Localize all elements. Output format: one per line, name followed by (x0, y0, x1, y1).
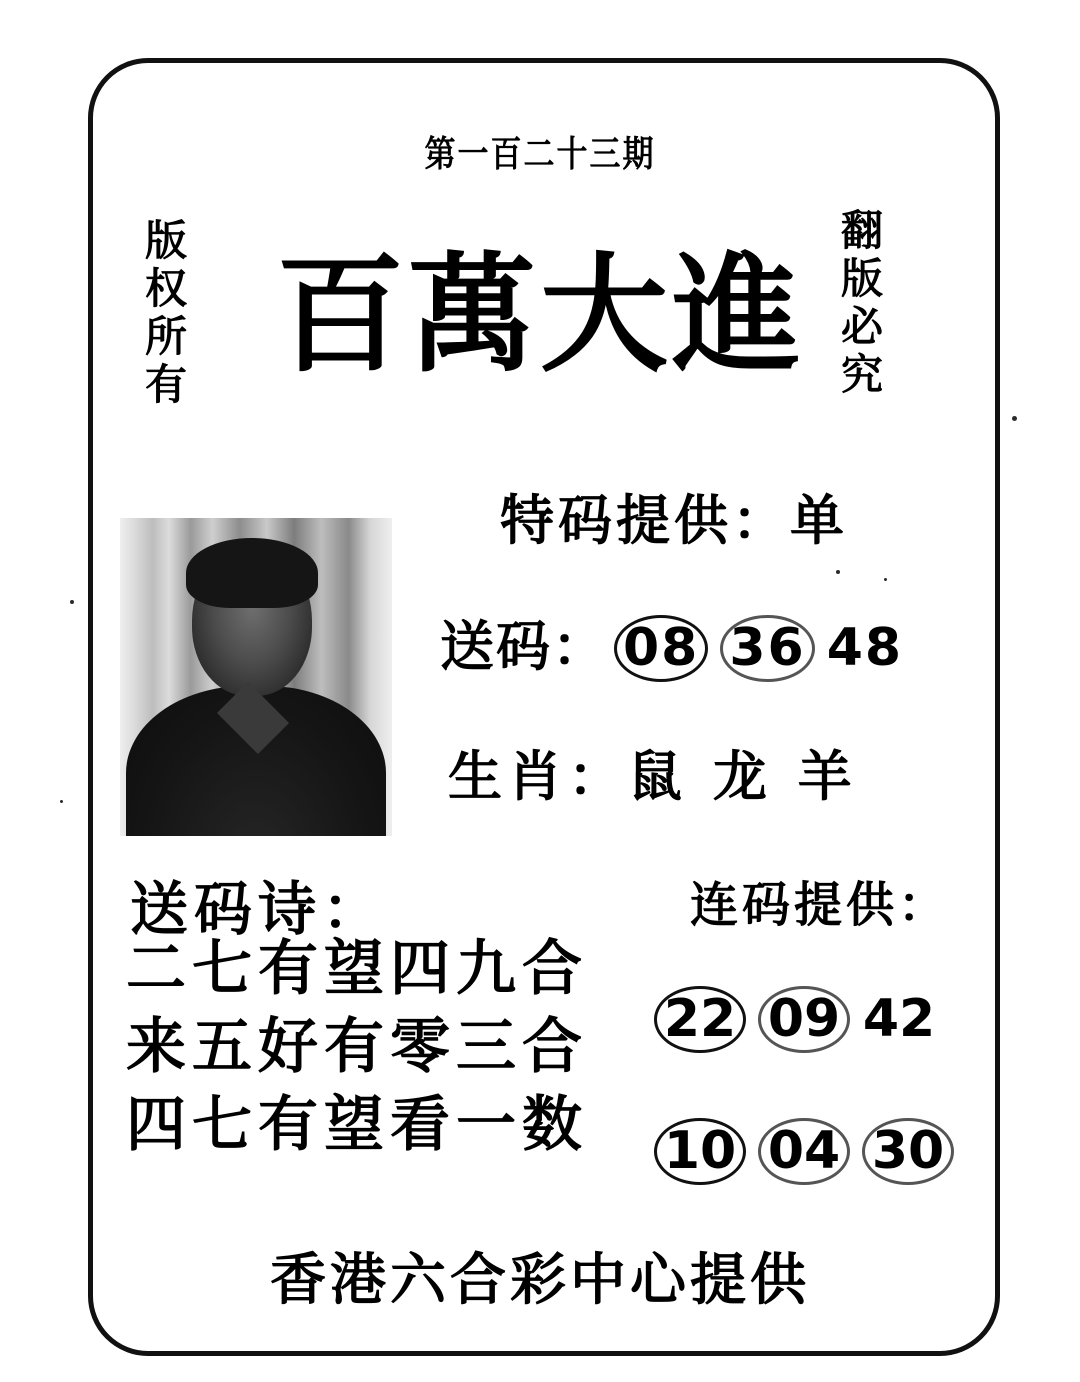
lianma-title: 连码提供： (690, 877, 951, 933)
page-title: 百萬大進 (275, 240, 804, 390)
poem-title: 送码诗： (130, 875, 387, 943)
lianma-number: 30 (862, 1118, 954, 1185)
lianma-number: 09 (758, 986, 850, 1053)
zodiac-animal: 羊 (797, 744, 858, 808)
poem-body (126, 930, 588, 1164)
send-code-line (440, 604, 909, 682)
lianma-row (648, 1118, 960, 1185)
portrait-hair (186, 538, 318, 608)
send-code-number: 36 (720, 615, 814, 682)
lianma-number: 10 (654, 1118, 746, 1185)
scan-speck (70, 600, 74, 604)
lianma-number: 22 (654, 986, 746, 1053)
special-code-line (500, 478, 848, 555)
lianma-row (648, 986, 942, 1053)
send-code-number: 08 (614, 615, 708, 682)
send-code-number: 48 (826, 618, 904, 678)
zodiac-animal: 龙 (712, 744, 773, 808)
scan-speck (1012, 416, 1017, 421)
zodiac-animal: 鼠 (628, 744, 688, 808)
lianma-number: 04 (758, 1118, 850, 1185)
lianma-number: 42 (862, 989, 936, 1049)
scan-speck (60, 800, 63, 803)
special-code-value: 单 (790, 488, 848, 552)
copyright-right-text: 翻版必究 (835, 208, 884, 400)
scan-speck (884, 578, 887, 581)
footer-text: 香港六合彩中心提供 (270, 1247, 810, 1313)
copyright-left-text: 版权所有 (139, 218, 188, 410)
scan-speck (836, 570, 840, 574)
poem-line: 来五好有零三合 (126, 1012, 588, 1082)
poem-line: 二七有望四九合 (126, 934, 588, 1004)
special-code-label: 特码提供： (500, 488, 790, 552)
poem-line: 四七有望看一数 (126, 1090, 588, 1160)
zodiac-line (448, 734, 858, 811)
issue-number: 第一百二十三期 (424, 133, 656, 176)
send-code-label: 送码： (440, 614, 608, 678)
portrait-photo (120, 518, 392, 836)
zodiac-label: 生肖： (448, 744, 628, 808)
